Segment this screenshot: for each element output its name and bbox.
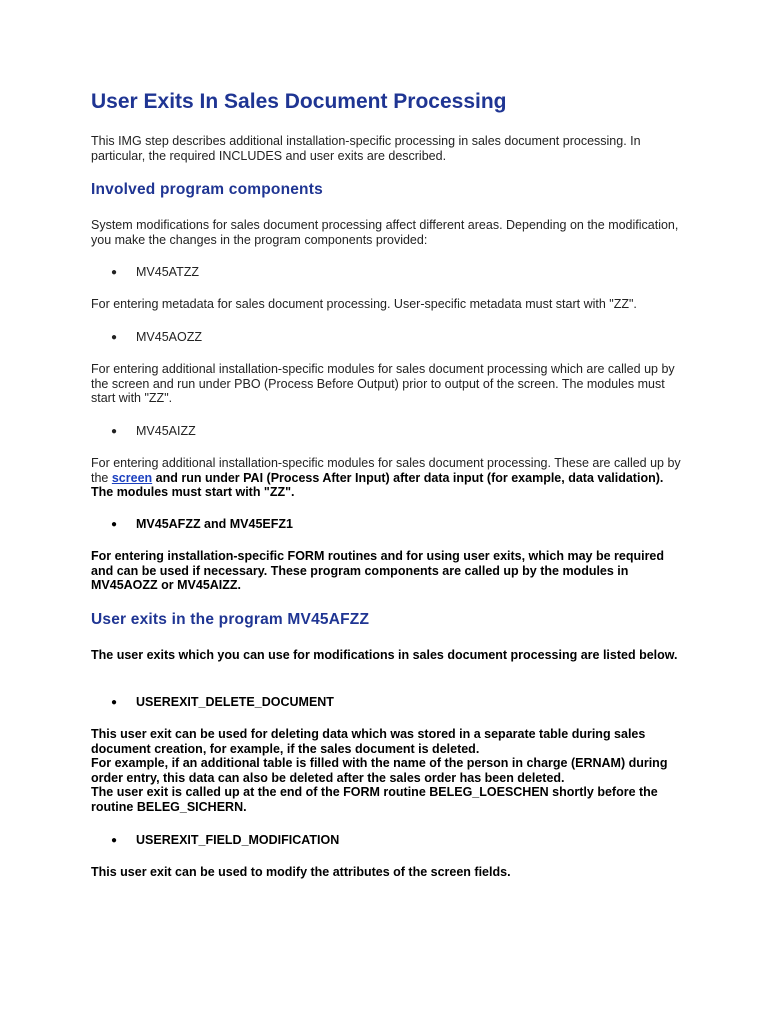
list-item-mv45atzz [111, 265, 199, 281]
list-item-label: MV45AIZZ [136, 424, 196, 438]
list-item-label: USEREXIT_FIELD_MODIFICATION [136, 833, 340, 847]
list-item-label: MV45ATZZ [136, 265, 199, 279]
delete-document-description [91, 727, 681, 815]
delete-document-desc-3: The user exit is called up at the end of the FORM routine BELEG_LOESCHEN shortly before the routine BELEG_SICHERN. [91, 785, 658, 814]
mv45afzz-description: For entering installation-specific FORM routines and for using user exits, which may be required and can be used if necessary. These program components are called up by the modules in MV45AOZZ or MV45AIZZ. [91, 549, 665, 593]
list-item-label: MV45AOZZ [136, 330, 202, 344]
screen-link[interactable]: screen [111, 470, 153, 485]
list-item-label: MV45AFZZ and MV45EFZ1 [136, 517, 293, 531]
bullet-icon: ● [111, 332, 118, 343]
delete-document-desc-1: This user exit can be used for deleting data which was stored in a separate table during sales document creation, for example, if the sales document is deleted. [91, 727, 646, 756]
bullet-icon: ● [111, 697, 118, 708]
bullet-icon: ● [111, 426, 118, 437]
bullet-icon: ● [111, 519, 118, 530]
mv45aizz-description-start: For entering additional installation-specific modules for sales document processing. These are called up by the [91, 456, 681, 485]
section-heading-user-exits: User exits in the program MV45AFZZ [91, 611, 370, 628]
list-item-mv45aizz [111, 424, 196, 440]
list-item-userexit-field-modification [111, 833, 339, 849]
list-item-label: USEREXIT_DELETE_DOCUMENT [136, 695, 334, 709]
mv45aozz-description: For entering additional installation-specific modules for sales document processing which are called up by the screen and run under PBO (Process Before Output) prior to output of the screen. The modules must start with "ZZ". [91, 362, 675, 406]
page-title: User Exits In Sales Document Processing [91, 90, 507, 113]
section-heading-components: Involved program components [91, 181, 323, 198]
list-item-mv45afzz [111, 517, 293, 533]
mv45aizz-description-end: and run under PAI (Process After Input) after data input (for example, data validation). The modules must start with "ZZ". [91, 470, 664, 500]
field-modification-description: This user exit can be used to modify the attributes of the screen fields. [91, 865, 511, 879]
user-exits-paragraph: The user exits which you can use for modifications in sales document processing are listed below. [91, 648, 678, 662]
components-paragraph: System modifications for sales document processing affect different areas. Depending on the modification, you make the changes in the program components provided: [91, 218, 679, 247]
bullet-icon: ● [111, 267, 118, 278]
mv45aizz-description [91, 456, 681, 500]
intro-paragraph: This IMG step describes additional installation-specific processing in sales document processing. In particular, the required INCLUDES and user exits are described. [91, 134, 641, 163]
list-item-mv45aozz [111, 330, 202, 346]
mv45atzz-description: For entering metadata for sales document processing. User-specific metadata must start with "ZZ". [91, 297, 637, 311]
delete-document-desc-2: For example, if an additional table is filled with the name of the person in charge (ERNAM) during order entry, this data can also be deleted after the sales order has been deleted. [91, 756, 668, 785]
list-item-userexit-delete-document [111, 695, 334, 711]
bullet-icon: ● [111, 835, 118, 846]
